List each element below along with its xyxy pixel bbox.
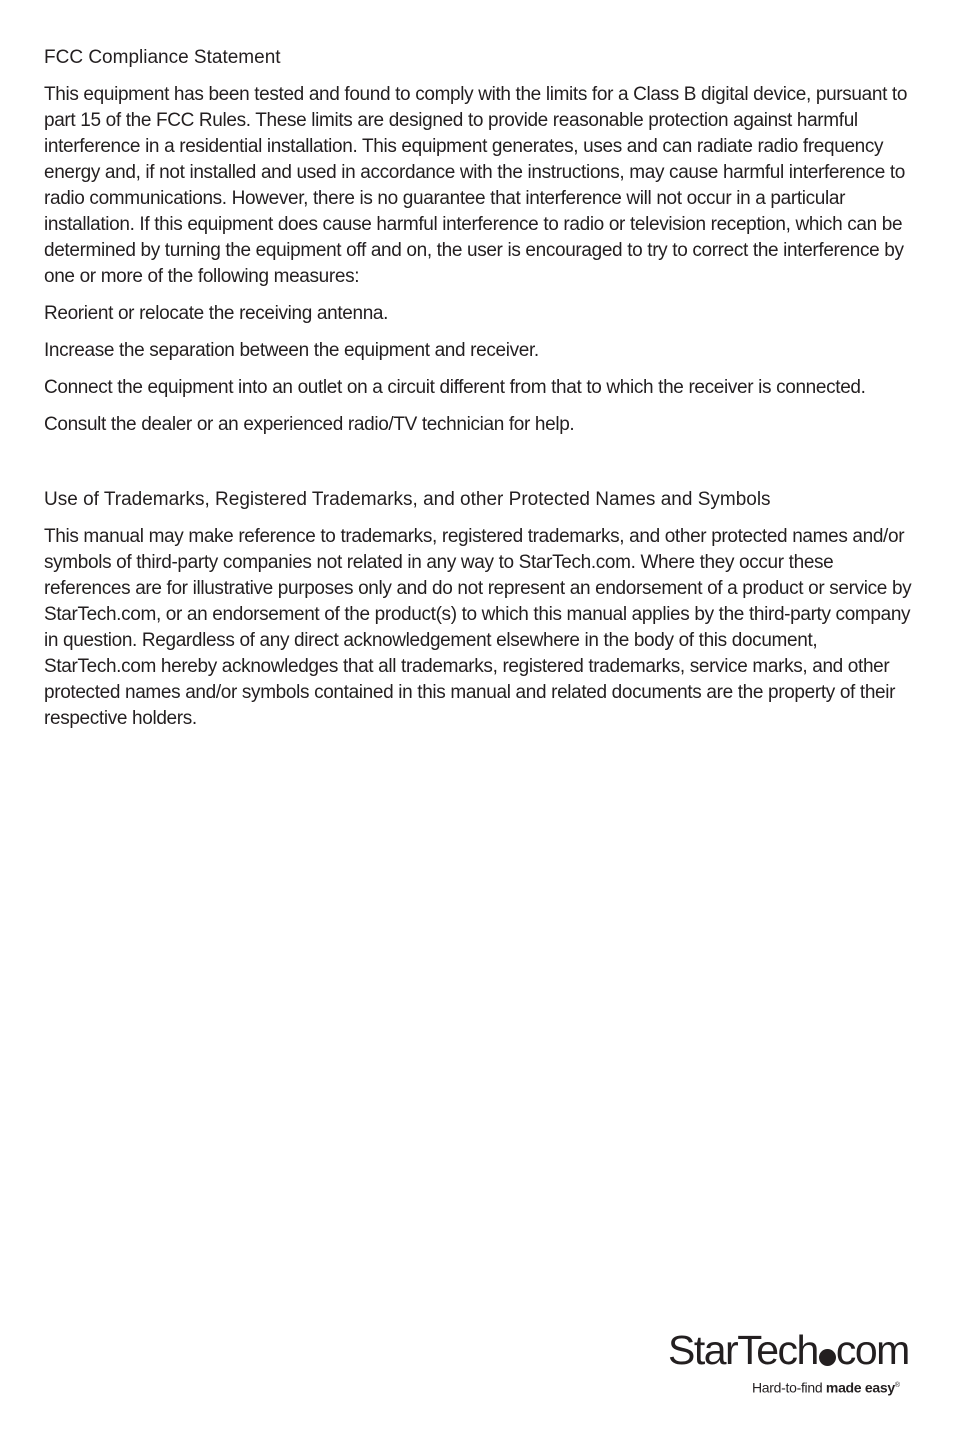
fcc-measure-1: Reorient or relocate the receiving antenna. xyxy=(44,303,389,324)
trademarks-paragraph: This manual may make reference to trademarks, registered trademarks, and other protected names and/or symbols of third-party companies not related in any way to StarTech.com. Where they occur these references are for illustrative purposes only and do not represent an endorsement of a product or service by StarTech.com, or an endorsement of the product(s) to which this manual applies by the third-party company in question. Regardless of any direct acknowledgement elsewhere in the body of this document, StarTech.com hereby acknowledges that all trademarks, registered trademarks, service marks, and other protected names and/or symbols contained in this manual and related documents are the property of their respective holders. xyxy=(44,526,912,729)
section-spacer xyxy=(44,449,912,487)
logo-tagline-regular: Hard-to-find xyxy=(752,1379,826,1396)
logo-dot-icon xyxy=(819,1349,836,1366)
logo-tagline-bold: made easy xyxy=(825,1379,895,1396)
fcc-measure-4: Consult the dealer or an experienced radio/TV technician for help. xyxy=(44,414,575,435)
logo-wordmark xyxy=(668,1327,909,1373)
fcc-measure-3: Connect the equipment into an outlet on a circuit different from that to which the receiver is connected. xyxy=(44,377,866,398)
fcc-measure-2: Increase the separation between the equipment and receiver. xyxy=(44,340,539,361)
logo-brand: StarTech xyxy=(668,1327,818,1373)
logo-tagline xyxy=(752,1377,900,1397)
page-content xyxy=(44,45,912,743)
logo-domain: com xyxy=(835,1327,909,1373)
fcc-intro-paragraph: This equipment has been tested and found to comply with the limits for a Class B digital device, pursuant to part 15 of the FCC Rules. These limits are designed to provide reasonable protection against harmful interference in a residential installation. This equipment generates, uses and can radiate radio frequency energy and, if not installed and used in accordance with the instructions, may cause harmful interference to radio communications. However, there is no guarantee that interference will not occur in a particular installation. If this equipment does cause harmful interference to radio or television reception, which can be determined by turning the equipment off and on, the user is encouraged to try to correct the interference by one or more of the following measures: xyxy=(44,84,908,287)
fcc-heading: FCC Compliance Statement xyxy=(44,47,281,68)
trademarks-heading: Use of Trademarks, Registered Trademarks, and other Protected Names and Symbols xyxy=(44,489,771,510)
registered-mark: ® xyxy=(894,1382,900,1389)
startech-logo xyxy=(668,1327,920,1397)
